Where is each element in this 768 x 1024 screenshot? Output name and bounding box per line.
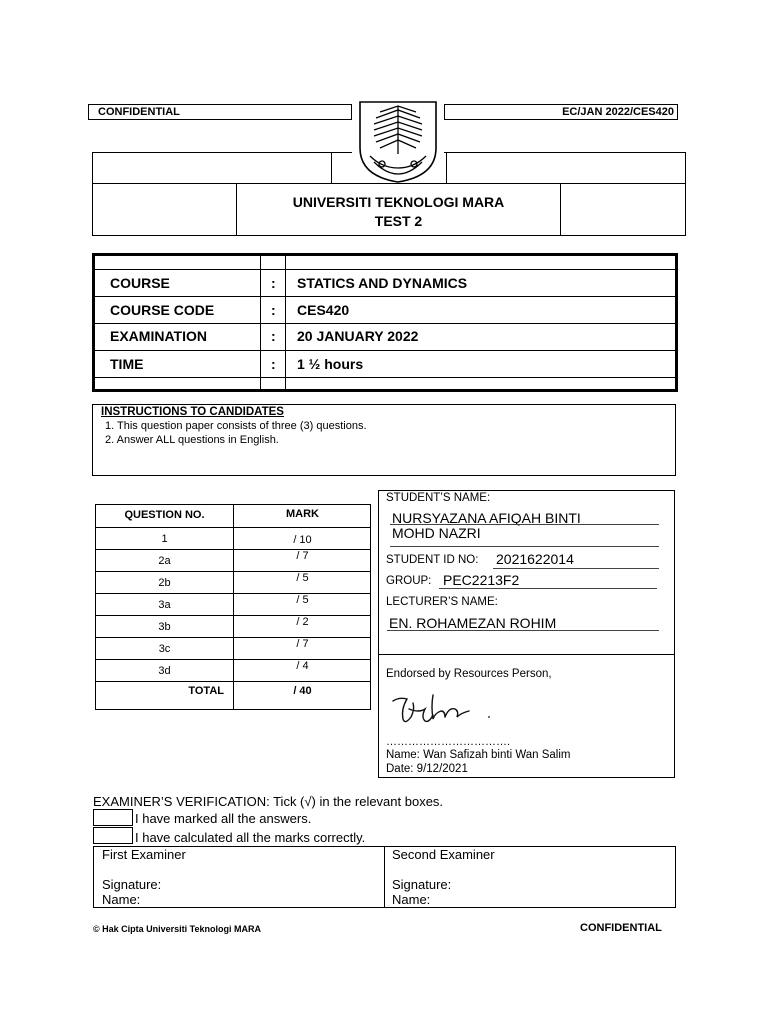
footer-copyright: © Hak Cipta Universiti Teknologi MARA	[93, 924, 261, 934]
title-divider-right	[446, 152, 447, 184]
mark-value: / 7	[296, 550, 309, 562]
examination-sep: :	[271, 328, 276, 344]
first-examiner-label: First Examiner	[102, 847, 186, 862]
student-box	[378, 490, 675, 778]
total-row	[96, 681, 370, 704]
marks-table	[95, 504, 371, 710]
check-marked-box[interactable]	[93, 809, 133, 826]
student-name-line2: MOHD NAZRI	[392, 525, 481, 541]
name-underline	[390, 507, 659, 525]
course-col-line	[285, 256, 286, 389]
course-row-line	[95, 377, 675, 378]
first-signature-label: Signature:	[102, 877, 162, 892]
course-row-line	[95, 269, 675, 270]
student-id-label: STUDENT ID NO:	[386, 554, 479, 566]
question-no: 2a	[158, 555, 171, 567]
time-label: TIME	[110, 356, 144, 372]
mark-value: / 7	[296, 638, 309, 650]
second-name-label: Name:	[392, 892, 431, 907]
mark-value: / 2	[296, 616, 309, 628]
lecturer-value: EN. ROHAMEZAN ROHIM	[389, 615, 557, 631]
course-code-value: CES420	[297, 302, 350, 318]
header-code: EC/JAN 2022/CES420	[444, 104, 678, 120]
instructions-box	[92, 404, 676, 476]
student-box-divider	[379, 654, 674, 655]
footer-confidential: CONFIDENTIAL	[580, 922, 662, 934]
test-label: TEST 2	[374, 213, 423, 229]
second-examiner-label: Second Examiner	[392, 847, 495, 862]
course-row-line	[95, 350, 675, 351]
university-name: UNIVERSITI TEKNOLOGI MARA	[292, 194, 505, 210]
question-header: QUESTION NO.	[124, 509, 205, 521]
course-row-line	[95, 296, 675, 297]
resource-person-name: Name: Wan Safizah binti Wan Salim	[386, 749, 571, 761]
lecturer-label: LECTURER’S NAME:	[386, 596, 498, 608]
mark-value: / 10	[293, 534, 312, 546]
endorsed-date: Date: 9/12/2021	[386, 763, 468, 775]
table-row	[96, 615, 370, 638]
examination-label: EXAMINATION	[110, 328, 207, 344]
check-calculated-label: I have calculated all the marks correctly.	[135, 830, 366, 845]
student-name-label: STUDENT’S NAME:	[386, 492, 491, 504]
signature-icon	[389, 687, 499, 733]
group-underline	[439, 571, 657, 589]
student-name-line1: NURSYAZANA AFIQAH BINTI	[392, 510, 581, 526]
uitm-logo-icon	[352, 98, 444, 184]
course-col-line	[260, 256, 261, 389]
instruction-item: 2. Answer ALL questions in English.	[105, 434, 279, 446]
question-no: 3c	[158, 643, 171, 655]
question-no: 3a	[158, 599, 171, 611]
mark-value: / 5	[296, 594, 309, 606]
question-no: 3b	[158, 621, 171, 633]
question-no: 1	[161, 533, 168, 545]
header-confidential: CONFIDENTIAL	[88, 104, 352, 120]
group-value: PEC2213F2	[443, 572, 520, 588]
examiner-col-line	[384, 847, 385, 907]
mark-value: / 4	[296, 660, 309, 672]
instructions-title: INSTRUCTIONS TO CANDIDATES	[101, 406, 284, 418]
total-mark: / 40	[293, 685, 312, 697]
table-row	[96, 549, 370, 572]
mark-value: / 5	[296, 572, 309, 584]
name-underline	[390, 529, 659, 547]
course-table	[92, 253, 678, 392]
table-row	[96, 659, 370, 682]
table-row	[96, 571, 370, 594]
student-id-value: 2021622014	[496, 551, 574, 567]
second-signature-label: Signature:	[392, 877, 452, 892]
table-row	[96, 527, 370, 550]
marks-header-row	[96, 505, 370, 527]
first-name-label: Name:	[102, 892, 141, 907]
course-row-line	[95, 323, 675, 324]
question-no: 3d	[158, 665, 171, 677]
table-row	[96, 593, 370, 616]
group-label: GROUP:	[386, 575, 432, 587]
question-no: 2b	[158, 577, 171, 589]
title-box	[236, 183, 561, 236]
time-sep: :	[271, 356, 276, 372]
instruction-item: 1. This question paper consists of three (3) questions.	[105, 420, 367, 432]
course-label: COURSE	[110, 275, 170, 291]
signature-dots: …………………………….	[386, 736, 511, 748]
endorsed-label: Endorsed by Resources Person,	[386, 668, 552, 680]
course-code-sep: :	[271, 302, 276, 318]
examination-value: 20 JANUARY 2022	[297, 328, 419, 344]
course-sep: :	[271, 275, 276, 291]
course-value: STATICS AND DYNAMICS	[297, 275, 468, 291]
check-marked-label: I have marked all the answers.	[135, 811, 312, 826]
examiner-table	[93, 846, 676, 908]
mark-header: MARK	[286, 508, 319, 520]
id-underline	[493, 551, 659, 569]
check-calculated-box[interactable]	[93, 827, 133, 844]
time-value: 1 ½ hours	[297, 356, 364, 372]
table-row	[96, 637, 370, 660]
verification-heading: EXAMINER’S VERIFICATION: Tick (√) in the relevant boxes.	[93, 794, 444, 809]
course-code-label: COURSE CODE	[110, 302, 215, 318]
title-divider-left	[331, 152, 332, 184]
lecturer-underline	[387, 613, 659, 631]
total-label: TOTAL	[188, 685, 224, 697]
